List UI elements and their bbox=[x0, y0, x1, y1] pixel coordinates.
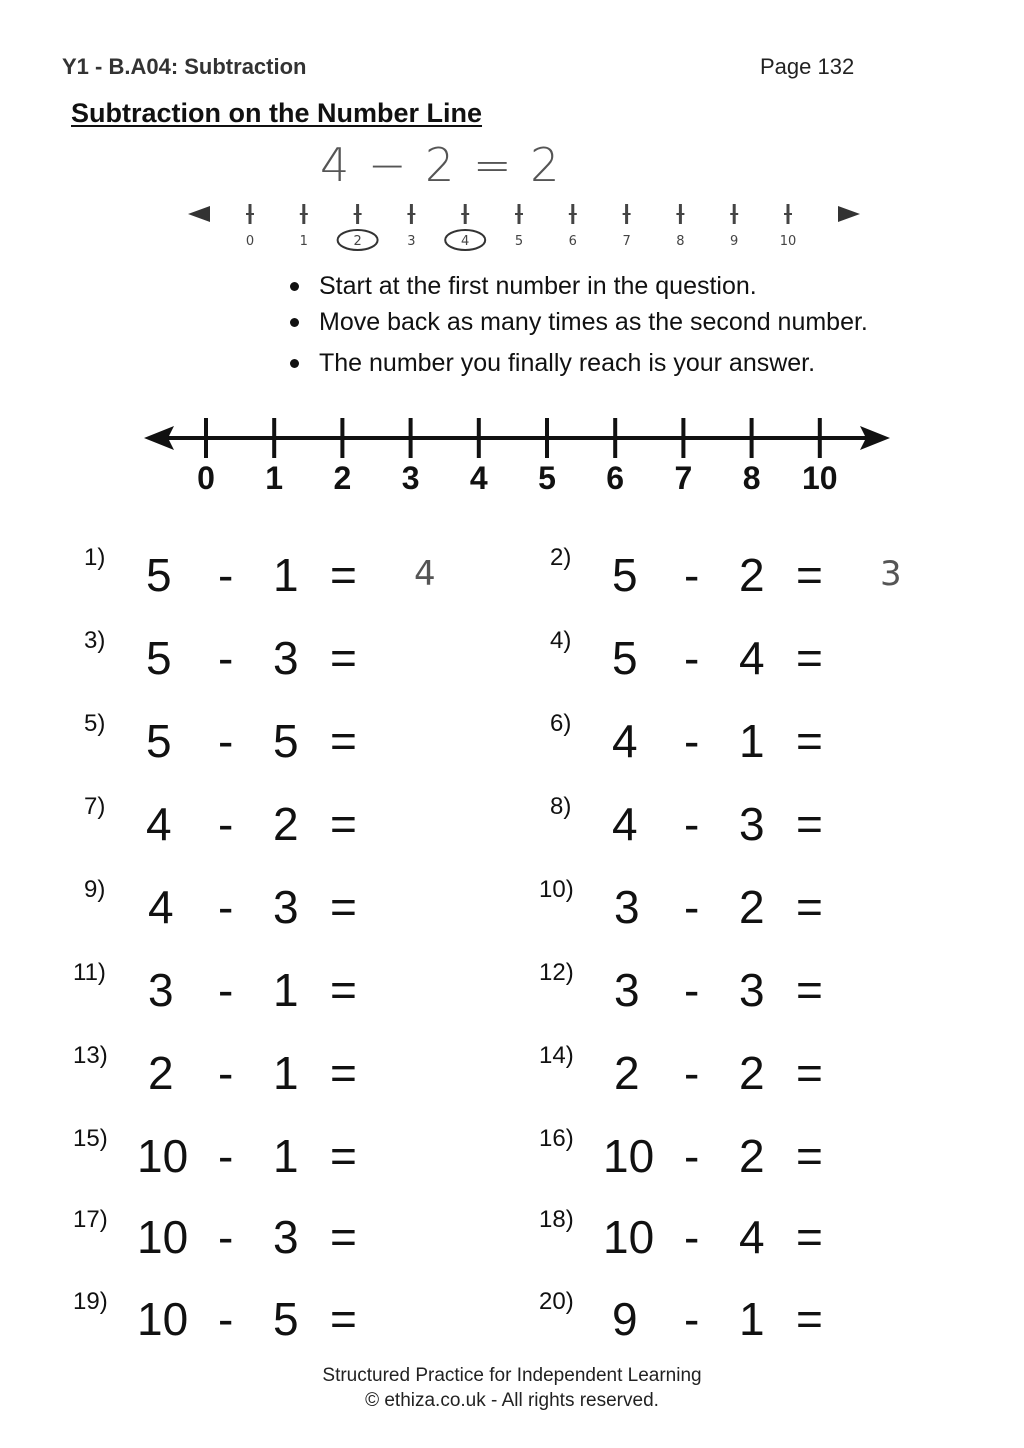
second-operand: 2 bbox=[739, 1047, 765, 1099]
number-line-label: 6 bbox=[606, 460, 625, 496]
question-number: 16) bbox=[539, 1125, 574, 1152]
example-tick-label: 2 bbox=[353, 234, 362, 249]
first-operand: 10 bbox=[137, 1211, 189, 1263]
equals-sign: = bbox=[796, 1211, 823, 1263]
first-operand: 3 bbox=[614, 964, 640, 1016]
equals-sign: = bbox=[330, 549, 357, 601]
question-14 bbox=[0, 1042, 1024, 1106]
question-number: 15) bbox=[73, 1125, 108, 1152]
second-operand: 3 bbox=[739, 798, 765, 850]
page-title: Subtraction on the Number Line bbox=[71, 98, 483, 128]
question-number: 6) bbox=[550, 710, 572, 737]
footer-tagline: Structured Practice for Independent Learning bbox=[322, 1365, 702, 1386]
number-line-label: 10 bbox=[802, 460, 838, 496]
question-16 bbox=[0, 1125, 1024, 1189]
answer-value: 4 bbox=[414, 554, 436, 594]
second-operand: 1 bbox=[739, 715, 765, 767]
first-operand: 5 bbox=[146, 715, 172, 767]
minus-sign: - bbox=[684, 549, 700, 601]
question-20 bbox=[0, 1288, 1024, 1352]
minus-sign: - bbox=[218, 715, 234, 767]
equals-sign: = bbox=[796, 881, 823, 933]
equals-sign: = bbox=[796, 632, 823, 684]
question-number: 18) bbox=[539, 1206, 574, 1233]
example-tick-label: 4 bbox=[461, 234, 470, 249]
question-number: 17) bbox=[73, 1206, 108, 1233]
question-number: 13) bbox=[73, 1042, 108, 1069]
equals-sign: = bbox=[796, 798, 823, 850]
answer-value: 3 bbox=[880, 554, 902, 594]
minus-sign: - bbox=[218, 1293, 234, 1345]
second-operand: 1 bbox=[739, 1293, 765, 1345]
question-number: 20) bbox=[539, 1288, 574, 1315]
first-operand: 4 bbox=[146, 798, 172, 850]
example-tick-label: 8 bbox=[676, 234, 685, 249]
question-number: 9) bbox=[84, 876, 106, 903]
first-operand: 10 bbox=[137, 1293, 189, 1345]
minus-sign: - bbox=[684, 1293, 700, 1345]
second-operand: 1 bbox=[273, 1047, 299, 1099]
minus-sign: - bbox=[684, 964, 700, 1016]
question-2 bbox=[0, 544, 1024, 608]
worksheet-code: Y1 - B.A04: Subtraction bbox=[62, 54, 307, 79]
question-number: 8) bbox=[550, 793, 572, 820]
number-line-label: 2 bbox=[333, 460, 352, 496]
second-operand: 1 bbox=[273, 964, 299, 1016]
first-operand: 2 bbox=[148, 1047, 174, 1099]
first-operand: 10 bbox=[603, 1130, 655, 1182]
minus-sign: - bbox=[684, 1211, 700, 1263]
minus-sign: - bbox=[218, 964, 234, 1016]
minus-sign: - bbox=[684, 1047, 700, 1099]
example-tick-label: 1 bbox=[299, 234, 308, 249]
question-8 bbox=[0, 793, 1024, 857]
minus-sign: - bbox=[218, 1211, 234, 1263]
question-number: 7) bbox=[84, 793, 106, 820]
question-10 bbox=[0, 876, 1024, 940]
first-operand: 4 bbox=[612, 798, 638, 850]
equals-sign: = bbox=[330, 1130, 357, 1182]
instruction-item: Move back as many times as the second number. bbox=[290, 304, 868, 340]
right-arrow-icon bbox=[838, 206, 860, 222]
second-operand: 5 bbox=[273, 715, 299, 767]
minus-sign: - bbox=[218, 549, 234, 601]
question-number: 12) bbox=[539, 959, 574, 986]
minus-sign: - bbox=[218, 881, 234, 933]
number-line-label: 0 bbox=[197, 460, 215, 496]
minus-sign: - bbox=[218, 798, 234, 850]
minus-sign: - bbox=[684, 632, 700, 684]
first-operand: 5 bbox=[612, 632, 638, 684]
instruction-list bbox=[290, 268, 868, 381]
second-operand: 1 bbox=[273, 1130, 299, 1182]
footer-copyright: © ethiza.co.uk - All rights reserved. bbox=[365, 1390, 659, 1411]
first-operand: 5 bbox=[146, 632, 172, 684]
number-line-label: 7 bbox=[674, 460, 693, 496]
second-operand: 2 bbox=[273, 798, 299, 850]
question-number: 2) bbox=[550, 544, 572, 571]
question-number: 3) bbox=[84, 627, 106, 654]
question-number: 19) bbox=[73, 1288, 108, 1315]
first-operand: 2 bbox=[614, 1047, 640, 1099]
question-number: 4) bbox=[550, 627, 572, 654]
second-operand: 4 bbox=[739, 1211, 765, 1263]
minus-sign: - bbox=[218, 1130, 234, 1182]
first-operand: 5 bbox=[146, 549, 172, 601]
second-operand: 3 bbox=[739, 964, 765, 1016]
question-4 bbox=[0, 627, 1024, 691]
equals-sign: = bbox=[330, 1211, 357, 1263]
minus-sign: - bbox=[684, 798, 700, 850]
equals-sign: = bbox=[330, 1047, 357, 1099]
question-number: 5) bbox=[84, 710, 106, 737]
number-line-label: 5 bbox=[538, 460, 556, 496]
left-arrow-icon bbox=[188, 206, 210, 222]
equals-sign: = bbox=[796, 1130, 823, 1182]
first-operand: 10 bbox=[603, 1211, 655, 1263]
instruction-item: Start at the first number in the question. bbox=[290, 268, 868, 304]
equals-sign: = bbox=[330, 1293, 357, 1345]
first-operand: 4 bbox=[148, 881, 174, 933]
number-line-label: 1 bbox=[265, 460, 284, 496]
second-operand: 3 bbox=[273, 1211, 299, 1263]
equals-sign: = bbox=[330, 964, 357, 1016]
number-line-label: 4 bbox=[469, 460, 488, 496]
equals-sign: = bbox=[330, 881, 357, 933]
second-operand: 4 bbox=[739, 632, 765, 684]
question-18 bbox=[0, 1206, 1024, 1270]
example-tick-label: 7 bbox=[622, 234, 631, 249]
first-operand: 10 bbox=[137, 1130, 189, 1182]
instruction-item: The number you finally reach is your answer. bbox=[290, 345, 868, 381]
question-number: 11) bbox=[73, 959, 106, 986]
second-operand: 2 bbox=[739, 881, 765, 933]
minus-sign: - bbox=[218, 1047, 234, 1099]
equals-sign: = bbox=[330, 798, 357, 850]
question-12 bbox=[0, 959, 1024, 1023]
question-number: 14) bbox=[539, 1042, 574, 1069]
second-operand: 3 bbox=[273, 881, 299, 933]
minus-sign: - bbox=[218, 632, 234, 684]
equals-sign: = bbox=[796, 1293, 823, 1345]
second-operand: 1 bbox=[273, 549, 299, 601]
example-tick-label: 9 bbox=[730, 234, 739, 249]
second-operand: 2 bbox=[739, 1130, 765, 1182]
number-line-label: 8 bbox=[742, 460, 761, 496]
question-number: 1) bbox=[84, 544, 106, 571]
minus-sign: - bbox=[684, 1130, 700, 1182]
question-6 bbox=[0, 710, 1024, 774]
number-line-label: 3 bbox=[401, 460, 420, 496]
equals-sign: = bbox=[796, 1047, 823, 1099]
example-tick-label: 6 bbox=[568, 234, 577, 249]
example-number-line bbox=[180, 196, 870, 256]
minus-sign: - bbox=[684, 715, 700, 767]
second-operand: 2 bbox=[739, 549, 765, 601]
first-operand: 5 bbox=[612, 549, 638, 601]
example-tick-label: 10 bbox=[779, 234, 797, 249]
equals-sign: = bbox=[796, 715, 823, 767]
second-operand: 5 bbox=[273, 1293, 299, 1345]
equals-sign: = bbox=[330, 632, 357, 684]
first-operand: 4 bbox=[612, 715, 638, 767]
example-tick-label: 3 bbox=[407, 234, 416, 249]
equals-sign: = bbox=[796, 549, 823, 601]
number-line bbox=[140, 410, 900, 500]
first-operand: 9 bbox=[612, 1293, 638, 1345]
minus-sign: - bbox=[684, 881, 700, 933]
equals-sign: = bbox=[796, 964, 823, 1016]
equals-sign: = bbox=[330, 715, 357, 767]
page-number: Page 132 bbox=[760, 54, 855, 79]
second-operand: 3 bbox=[273, 632, 299, 684]
first-operand: 3 bbox=[148, 964, 174, 1016]
example-tick-label: 0 bbox=[245, 234, 255, 249]
example-tick-label: 5 bbox=[514, 234, 524, 249]
first-operand: 3 bbox=[614, 881, 640, 933]
question-number: 10) bbox=[539, 876, 574, 903]
example-equation: 4 − 2 = 2 bbox=[320, 138, 562, 192]
